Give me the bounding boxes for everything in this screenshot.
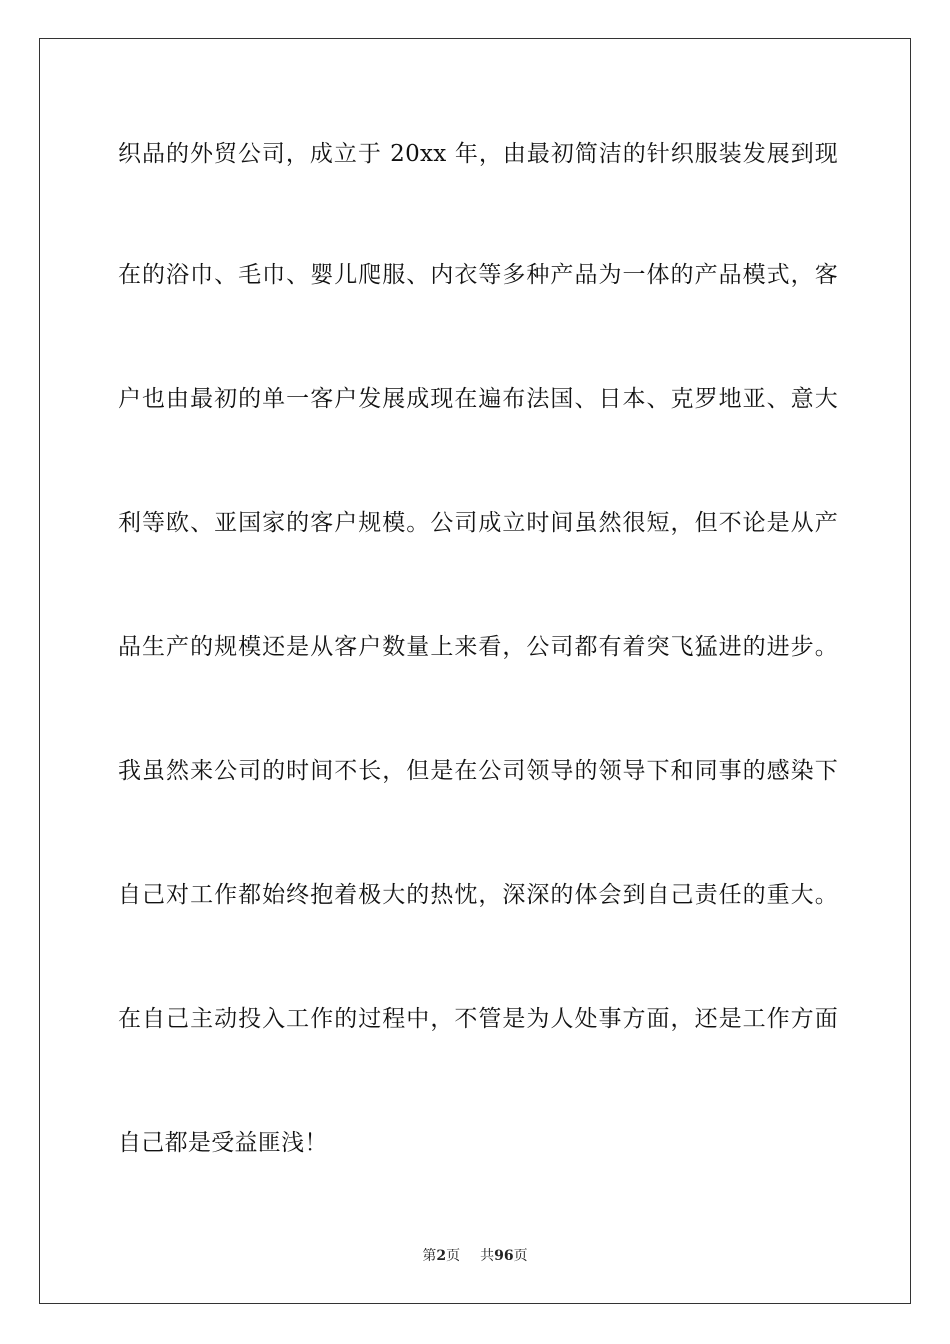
- text-line-1: 织品的外贸公司，成立于 20xx 年，由最初简洁的针织服装发展到现: [118, 141, 838, 167]
- text-line-4: 利等欧、亚国家的客户规模。公司成立时间虽然很短，但不论是从产: [118, 510, 838, 536]
- page-suffix: 页: [446, 1248, 461, 1264]
- text-line-3: 户也由最初的单一客户发展成现在遍布法国、日本、克罗地亚、意大: [118, 386, 838, 412]
- page-number: 2: [436, 1248, 447, 1264]
- page-prefix: 第: [422, 1248, 437, 1264]
- text-line-2: 在的浴巾、毛巾、婴儿爬服、内衣等多种产品为一体的产品模式，客: [118, 262, 838, 288]
- text-line-8: 在自己主动投入工作的过程中，不管是为人处事方面，还是工作方面: [118, 1006, 838, 1032]
- total-pages: 96: [494, 1248, 514, 1264]
- text-line-9: 自己都是受益匪浅！: [118, 1130, 328, 1156]
- text-line-5: 品生产的规模还是从客户数量上来看，公司都有着突飞猛进的进步。: [118, 634, 838, 660]
- total-prefix: 共: [480, 1248, 495, 1264]
- page-footer: [0, 1246, 950, 1266]
- total-suffix: 页: [513, 1248, 528, 1264]
- text-line-6: 我虽然来公司的时间不长，但是在公司领导的领导下和同事的感染下: [118, 758, 838, 784]
- page-border: [39, 38, 911, 1304]
- text-line-7: 自己对工作都始终抱着极大的热忱，深深的体会到自己责任的重大。: [118, 882, 838, 908]
